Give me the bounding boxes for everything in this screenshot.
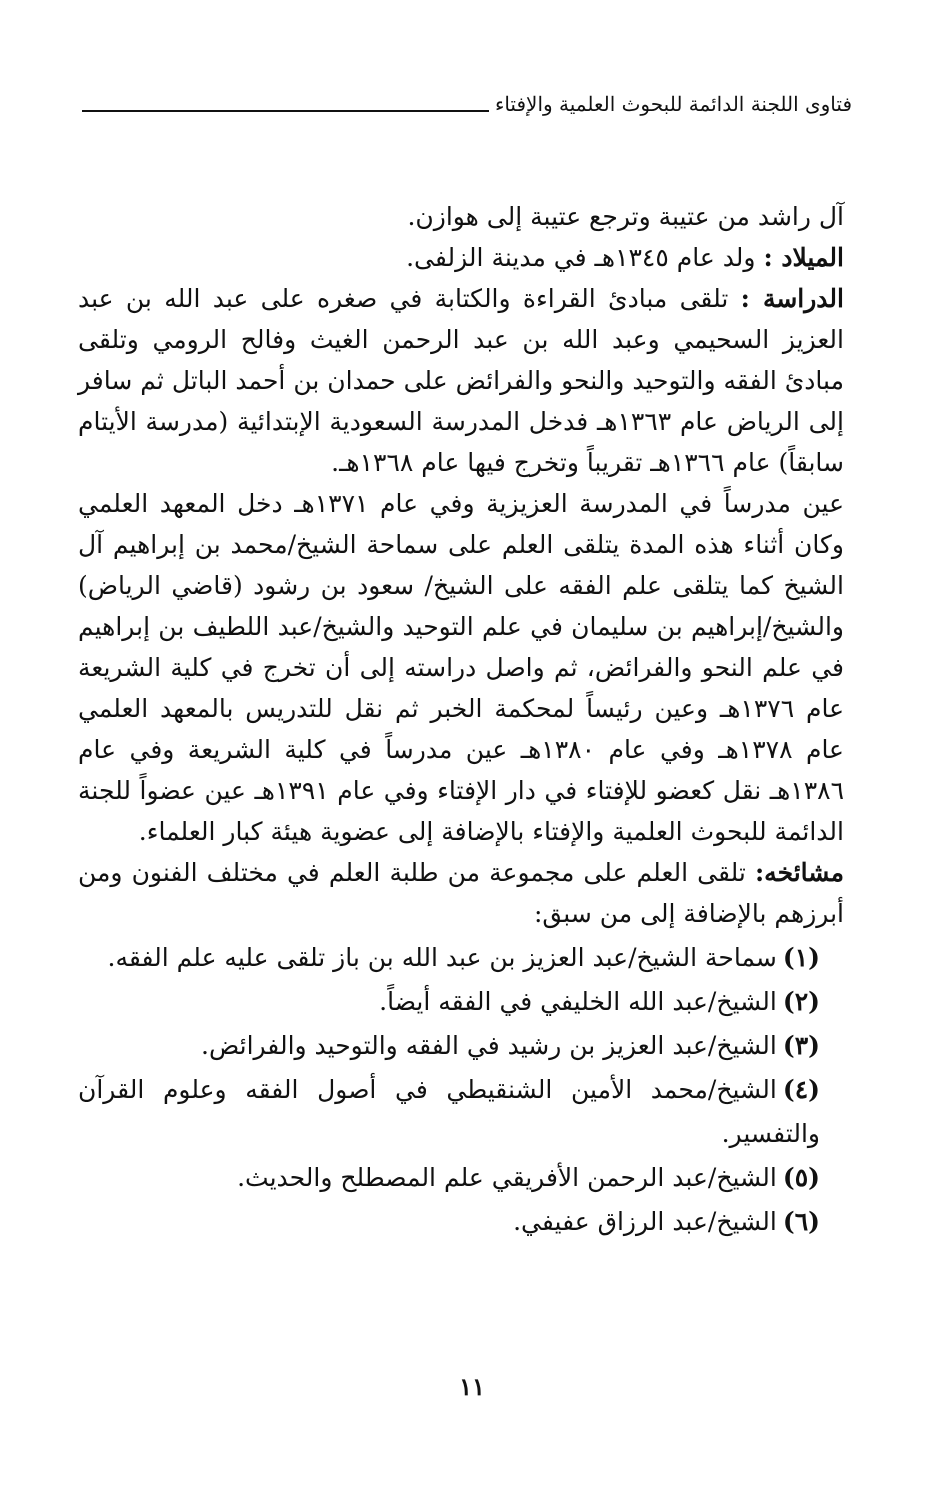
list-item [78,1024,820,1068]
item-text: الشيخ/عبد الله الخليفي في الفقه أيضاً. [379,987,777,1016]
item-number: (٤) [782,1075,820,1104]
list-item [78,1156,820,1200]
running-header [82,84,852,118]
page-body [78,196,844,1244]
item-text: الشيخ/عبد الرحمن الأفريقي علم المصطلح والحديث. [237,1163,777,1192]
header-rule [82,110,489,112]
birth-paragraph [78,237,844,278]
teachers-list [78,936,844,1244]
study-paragraph [78,278,844,483]
item-text: الشيخ/عبد الرزاق عفيفي. [513,1207,777,1236]
list-item [78,1200,820,1244]
item-number: (١) [782,943,820,972]
sheikhs-text: تلقى العلم على مجموعة من طلبة العلم في مختلف الفنون ومن أبرزهم بالإضافة إلى من سبق: [78,858,844,928]
item-number: (٦) [782,1207,820,1236]
study-text: تلقى مبادئ القراءة والكتابة في صغره على عبد الله بن عبد العزيز السحيمي وعبد الله بن عبد الرحمن الغيث وفالح الرومي وتلقى مبادئ الفقه والتوحيد والنحو والفرائض على حمدان بن أحمد الباتل ثم سافر إلى الرياض عام ١٣٦٣هـ فدخل المدرسة السعودية الإبتدائية (مدرسة الأيتام سابقاً) عام ١٣٦٦هـ تقريباً وتخرج فيها عام ١٣٦٨هـ. [78,284,844,477]
item-text: الشيخ/محمد الأمين الشنقيطي في أصول الفقه وعلوم القرآن والتفسير. [78,1075,820,1148]
item-number: (٢) [782,987,820,1016]
list-item [78,980,820,1024]
running-title: فتاوى اللجنة الدائمة للبحوث العلمية والإفتاء [494,92,852,116]
page-number: ١١ [459,1372,485,1401]
intro-paragraph: آل راشد من عتيبة وترجع عتيبة إلى هوازن. [407,202,844,231]
item-text: الشيخ/عبد العزيز بن رشيد في الفقه والتوحيد والفرائض. [201,1031,777,1060]
sheikhs-paragraph [78,852,844,934]
list-item [78,936,820,980]
item-number: (٥) [782,1163,820,1192]
study-label: الدراسة : [740,284,844,313]
career-paragraph: عين مدرساً في المدرسة العزيزية وفي عام ١٣٧١هـ دخل المعهد العلمي وكان أثناء هذه المدة يتلقى العلم على سماحة الشيخ/محمد بن إبراهيم آل الشيخ كما يتلقى علم الفقه على الشيخ/ سعود بن رشود (قاضي الرياض) والشيخ/إبراهيم بن سليمان في علم التوحيد والشيخ/عبد اللطيف بن إبراهيم في علم النحو والفرائض، ثم واصل دراسته إلى أن تخرج في كلية الشريعة عام ١٣٧٦هـ وعين رئيساً لمحكمة الخبر ثم نقل للتدريس بالمعهد العلمي عام ١٣٧٨هـ وفي عام ١٣٨٠هـ عين مدرساً في كلية الشريعة وفي عام ١٣٨٦هـ نقل كعضو للإفتاء في دار الإفتاء وفي عام ١٣٩١هـ عين عضواً للجنة الدائمة للبحوث العلمية والإفتاء بالإضافة إلى عضوية هيئة كبار العلماء. [78,489,845,846]
sheikhs-label: مشائخه: [754,858,844,887]
birth-label: الميلاد : [763,243,844,272]
item-number: (٣) [782,1031,820,1060]
item-text: سماحة الشيخ/عبد العزيز بن عبد الله بن باز تلقى عليه علم الفقه. [107,943,777,972]
birth-text: ولد عام ١٣٤٥هـ في مدينة الزلفى. [406,243,756,272]
list-item [78,1068,820,1156]
